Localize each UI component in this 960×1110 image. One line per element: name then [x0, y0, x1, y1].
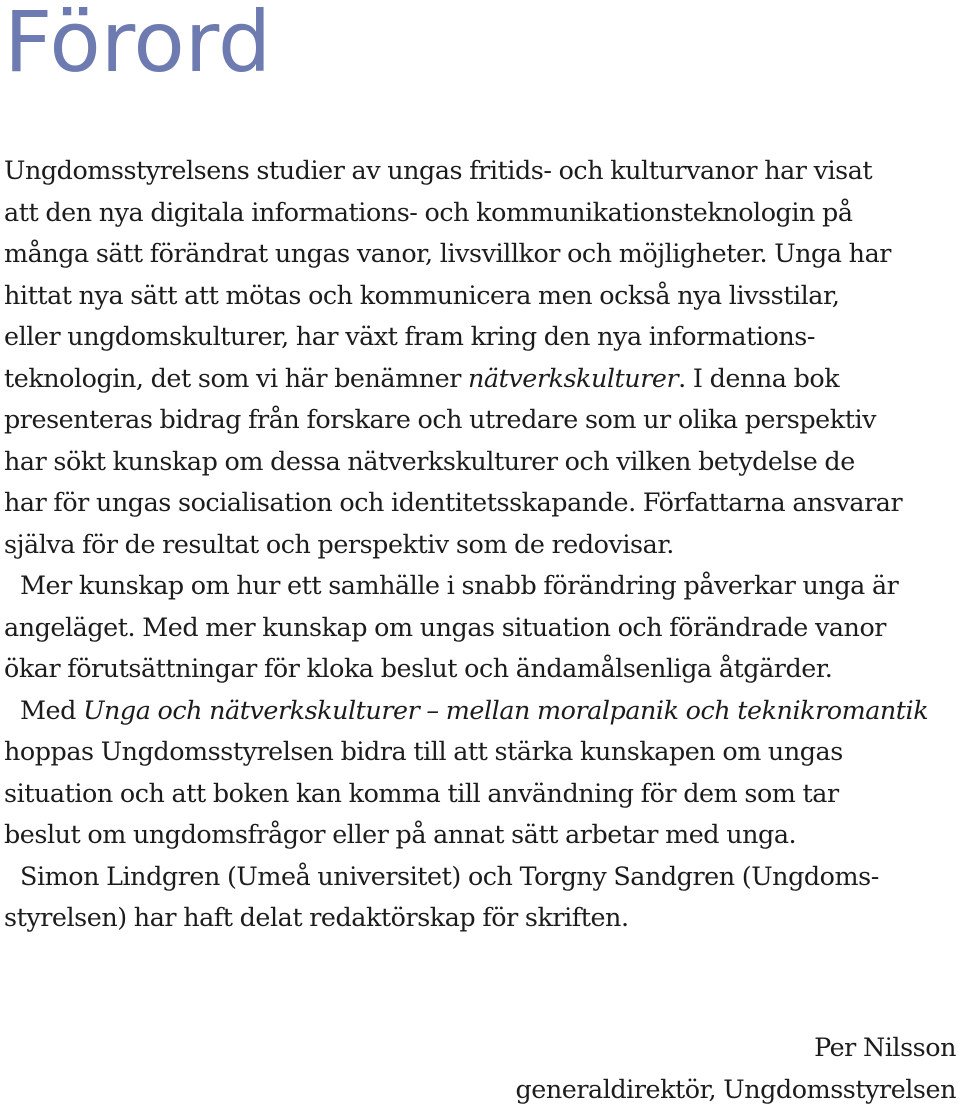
- text-line: situation och att boken kan komma till användning för dem som tar: [4, 777, 839, 808]
- text-line: eller ungdomskulturer, har växt fram kring den nya informations-: [4, 321, 815, 351]
- text-line: presenteras bidrag från forskare och utredare som ur olika perspektiv: [4, 404, 877, 434]
- text-line: många sätt förändrat ungas vanor, livsvillkor och möjligheter. Unga har: [4, 238, 891, 268]
- page-title: Förord: [4, 0, 272, 91]
- paragraph-2: [4, 565, 956, 690]
- signatory-name: Per Nilsson: [814, 1032, 956, 1062]
- text-line: ökar förutsättningar för kloka beslut och ändamålsenliga åtgärder.: [4, 653, 833, 683]
- text-segment: teknologin, det som vi här benämner: [4, 362, 469, 393]
- text-line: Mer kunskap om hur ett samhälle i snabb förändring påverkar unga är: [20, 570, 899, 600]
- text-line: har sökt kunskap om dessa nätverkskulturer och vilken betydelse de: [4, 445, 855, 476]
- paragraph-4: [4, 856, 956, 939]
- paragraph-3: [4, 690, 956, 856]
- text-line: [4, 358, 956, 400]
- signatory-title: generaldirektör, Ungdomsstyrelsen: [515, 1074, 956, 1104]
- foreword-body: [4, 150, 956, 939]
- text-line: angeläget. Med mer kunskap om ungas situation och förändrade vanor: [4, 611, 886, 642]
- text-line: själva för de resultat och perspektiv som de redovisar.: [4, 528, 674, 559]
- text-line: hoppas Ungdomsstyrelsen bidra till att stärka kunskapen om ungas: [4, 736, 843, 766]
- paragraph-1: [4, 150, 956, 565]
- text-line: Ungdomsstyrelsens studier av ungas fritids- och kulturvanor har visat: [4, 155, 873, 185]
- text-line: hittat nya sätt att mötas och kommunicera men också nya livsstilar,: [4, 279, 840, 310]
- emphasized-term: nätverkskulturer: [468, 362, 679, 393]
- text-line: styrelsen) har haft delat redaktörskap för skriften.: [4, 902, 629, 932]
- signature-block: [515, 1026, 956, 1110]
- text-line: att den nya digitala informations- och kommunikationsteknologin på: [4, 196, 853, 227]
- text-line: [4, 690, 956, 732]
- book-title: Unga och nätverkskulturer – mellan moralpanik och teknikromantik: [83, 694, 929, 725]
- text-line: Simon Lindgren (Umeå universitet) och Torgny Sandgren (Ungdoms-: [20, 860, 879, 891]
- text-segment: Med: [20, 694, 84, 725]
- text-segment: . I denna bok: [678, 362, 840, 393]
- text-line: beslut om ungdomsfrågor eller på annat sätt arbetar med unga.: [4, 819, 797, 849]
- text-line: har för ungas socialisation och identitetsskapande. Författarna ansvarar: [4, 487, 903, 517]
